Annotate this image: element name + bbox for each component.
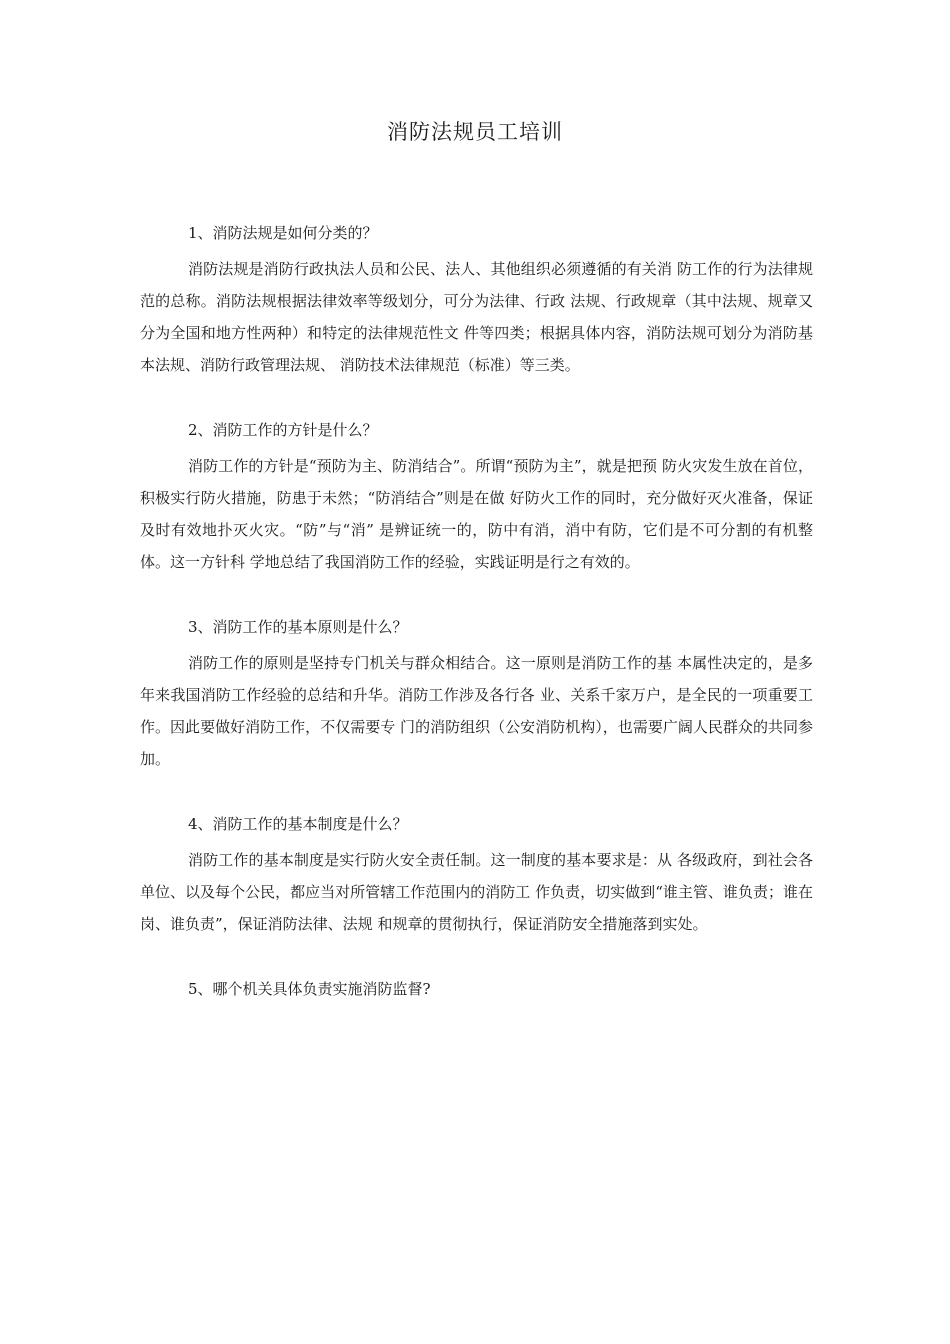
question-5: 5、哪个机关具体负责实施消防监督?	[188, 980, 431, 998]
question-3: 3、消防工作的基本原则是什么？	[188, 618, 408, 636]
qa-section-5	[140, 978, 813, 1001]
document-title: 消防法规员工培训	[387, 120, 563, 144]
qa-section-1	[140, 222, 813, 381]
qa-section-4	[140, 813, 813, 940]
question-1: 1、消防法规是如何分类的？	[188, 224, 378, 242]
answer-1: 消防法规是消防行政执法人员和公民、法人、其他组织必须遵循的有关消 防工作的行为法律规范的总称。消防法规根据法律效率等级划分，可分为法律、行政 法规、行政规章（其中法规、规章又分为全国和地方性两种）和特定的法律规范性文 件等四类；根据具体内容，消防法规可划分为消防基本法规、消防行政管理法规、 消防技术法律规范（标准）等三类。	[140, 260, 813, 374]
answer-3: 消防工作的原则是坚持专门机关与群众相结合。这一原则是消防工作的基 本属性决定的，是多年来我国消防工作经验的总结和升华。消防工作涉及各行各 业、关系千家万户，是全民的一项重要工作。因此要做好消防工作，不仅需要专 门的消防组织（公安消防机构），也需要广阔人民群众的共同参加。	[140, 654, 813, 768]
question-4: 4、消防工作的基本制度是什么？	[188, 815, 408, 833]
answer-4: 消防工作的基本制度是实行防火安全责任制。这一制度的基本要求是：从 各级政府，到社会各单位、以及每个公民，都应当对所管辖工作范围内的消防工 作负责，切实做到“谁主管、谁负责；谁在岗、谁负责”，保证消防法律、法规 和规章的贯彻执行，保证消防安全措施落到实处。	[140, 851, 813, 933]
document-body	[140, 222, 813, 1039]
answer-2: 消防工作的方针是“预防为主、防消结合”。所谓“预防为主”，就是把预 防火灾发生放在首位，积极实行防火措施，防患于未然；“防消结合”则是在做 好防火工作的同时，充分做好灭火准备，保证及时有效地扑灭火灾。“防”与“消” 是辨证统一的，防中有消，消中有防，它们是不可分割的有机整体。这一方针科 学地总结了我国消防工作的经验，实践证明是行之有效的。	[140, 457, 813, 571]
question-2: 2、消防工作的方针是什么？	[188, 421, 378, 439]
qa-section-3	[140, 616, 813, 775]
qa-section-2	[140, 419, 813, 578]
